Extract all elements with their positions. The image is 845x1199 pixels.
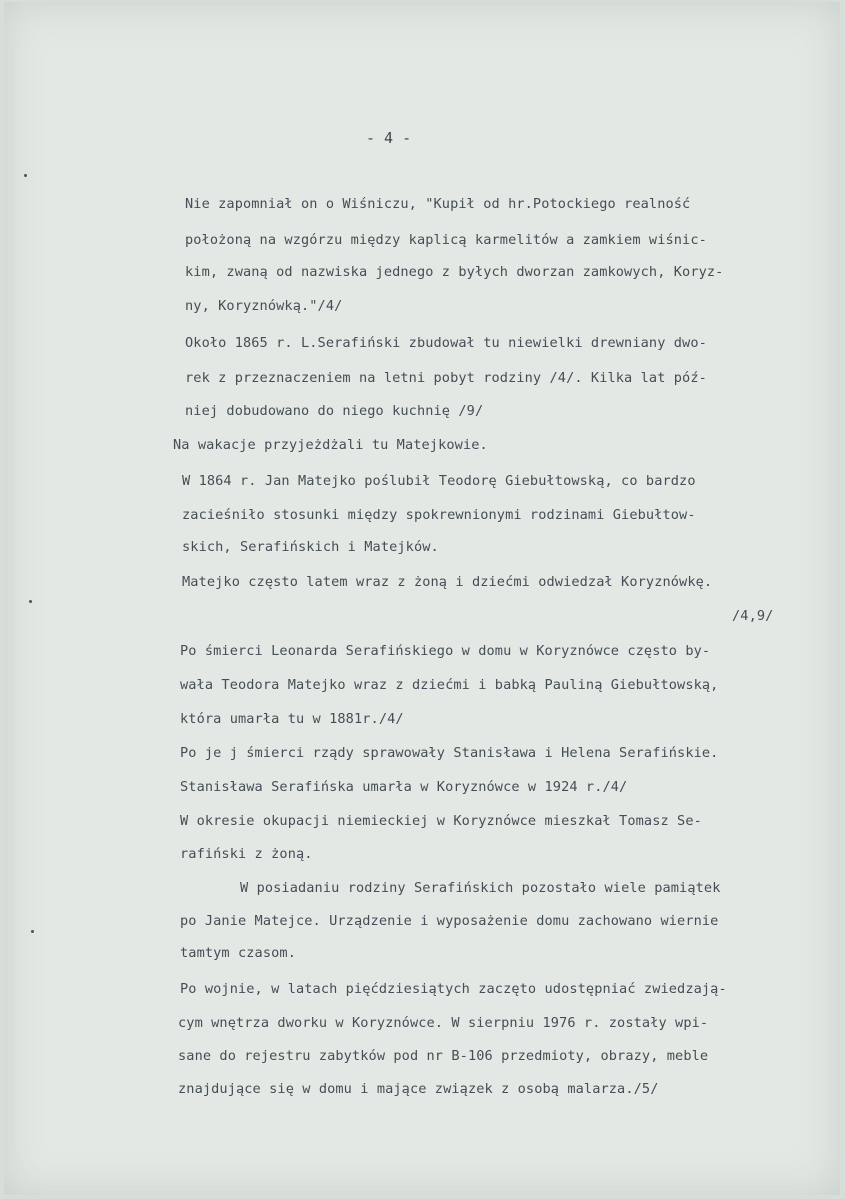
- text-line: niej dobudowano do niego kuchnię /9/: [185, 403, 484, 419]
- text-line: która umarła tu w 1881r./4/: [180, 711, 404, 727]
- margin-speck: [29, 600, 32, 603]
- text-line: kim, zwaną od nazwiska jednego z byłych dworzan zamkowych, Koryz-: [185, 264, 724, 280]
- text-line: Po wojnie, w latach pięćdziesiątych zaczęto udostępniać zwiedzają-: [180, 981, 727, 997]
- margin-speck: [24, 174, 27, 177]
- text-line: rek z przeznaczeniem na letni pobyt rodziny /4/. Kilka lat póź-: [185, 370, 707, 386]
- text-line: Matejko często latem wraz z żoną i dziećmi odwiedzał Koryznówkę.: [182, 574, 713, 590]
- text-line: położoną na wzgórzu między kaplicą karmelitów a zamkiem wiśnic-: [185, 232, 707, 248]
- text-line: Po je j śmierci rządy sprawowały Stanisława i Helena Serafińskie.: [180, 745, 719, 761]
- text-line: rafiński z żoną.: [180, 846, 313, 862]
- text-line: zacieśniło stosunki między spokrewnionymi rodzinami Giebułtow-: [182, 507, 696, 523]
- text-line: cym wnętrza dworku w Koryznówce. W sierpniu 1976 r. zostały wpi-: [178, 1015, 709, 1031]
- text-line: ny, Koryznówką."/4/: [185, 298, 343, 314]
- text-line: W okresie okupacji niemieckiej w Koryznówce mieszkał Tomasz Se-: [180, 813, 702, 829]
- text-line: Stanisława Serafińska umarła w Koryznówce w 1924 r./4/: [180, 779, 628, 795]
- text-line: W 1864 r. Jan Matejko poślubił Teodorę Giebułtowską, co bardzo: [182, 473, 696, 489]
- text-line: /4,9/: [732, 608, 774, 624]
- text-line: tamtym czasom.: [180, 945, 296, 961]
- text-line: skich, Serafińskich i Matejków.: [182, 539, 439, 555]
- text-line: Około 1865 r. L.Serafiński zbudował tu niewielki drewniany dwo-: [185, 335, 707, 351]
- text-line: Nie zapomniał on o Wiśniczu, "Kupił od hr.Potockiego realność: [185, 196, 691, 212]
- text-line: Na wakacje przyjeżdżali tu Matejkowie.: [173, 437, 488, 453]
- text-line: wała Teodora Matejko wraz z dziećmi i babką Pauliną Giebułtowską,: [180, 677, 719, 693]
- margin-speck: [31, 930, 34, 933]
- text-line: znajdujące się w domu i mające związek z osobą malarza./5/: [178, 1081, 659, 1097]
- text-line: W posiadaniu rodziny Serafińskich pozostało wiele pamiątek: [240, 880, 721, 896]
- page-number: - 4 -: [366, 129, 412, 147]
- text-line: po Janie Matejce. Urządzenie i wyposażenie domu zachowano wiernie: [180, 913, 719, 929]
- text-line: sane do rejestru zabytków pod nr B-106 przedmioty, obrazy, meble: [178, 1048, 709, 1064]
- text-line: Po śmierci Leonarda Serafińskiego w domu w Koryznówce często by-: [180, 643, 711, 659]
